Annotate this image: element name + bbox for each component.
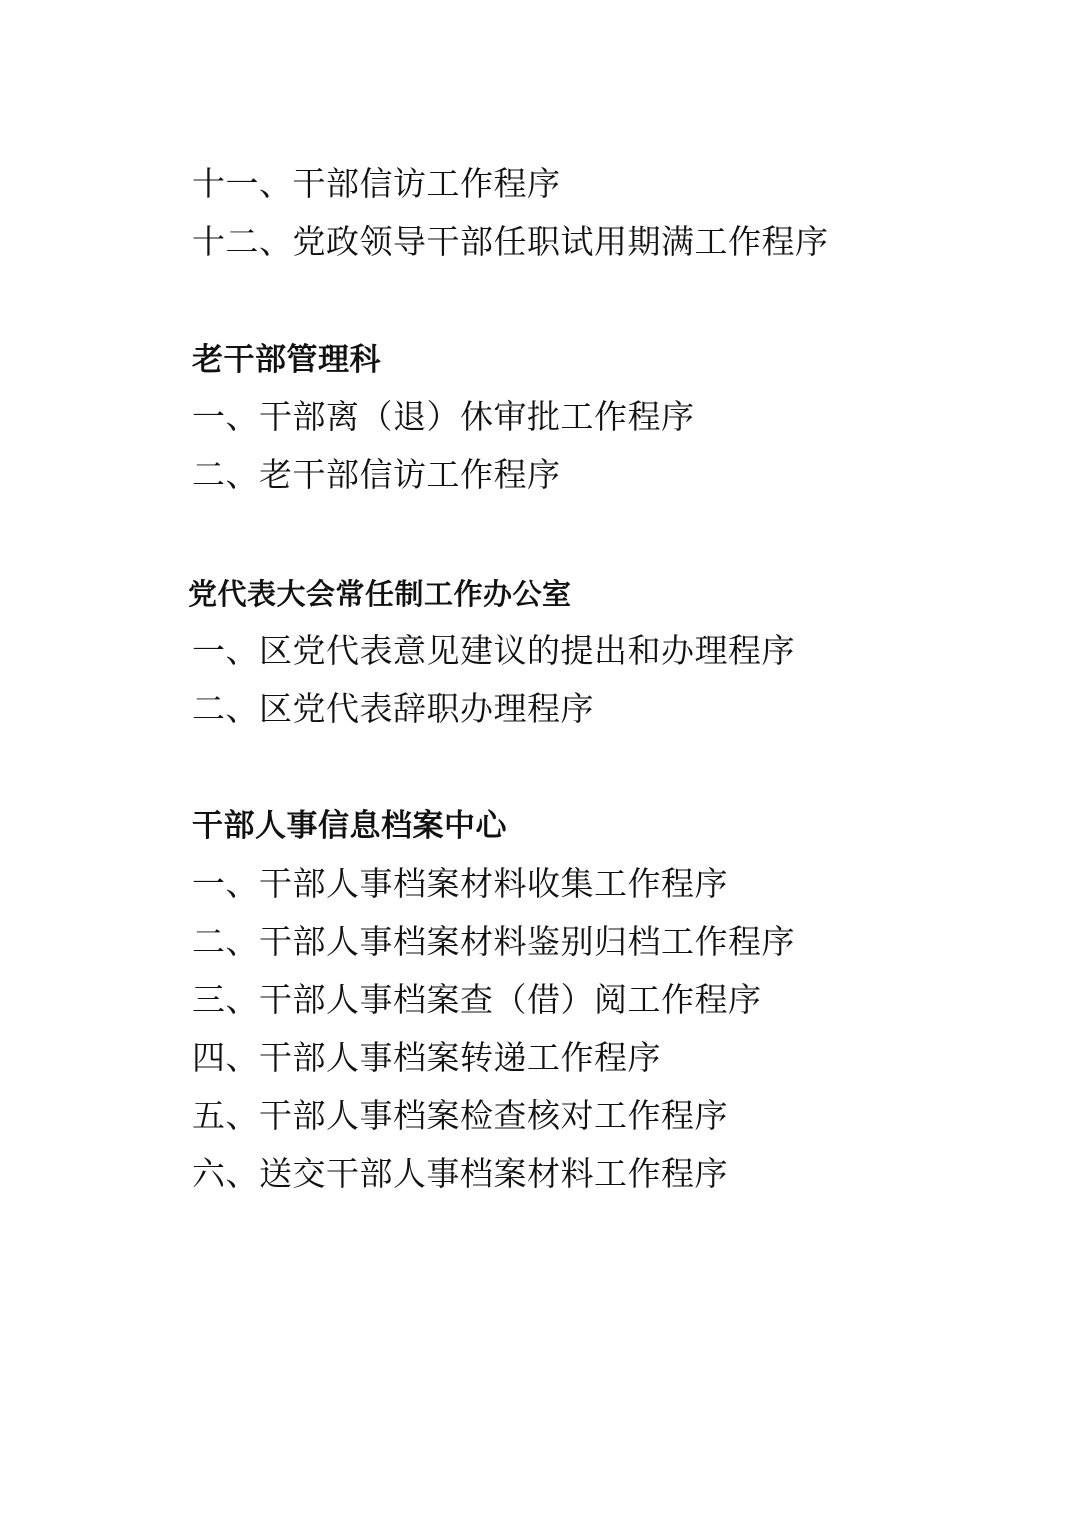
list-item: 二、干部人事档案材料鉴别归档工作程序: [192, 922, 795, 961]
section-heading: 老干部管理科: [192, 342, 381, 378]
section-heading: 干部人事信息档案中心: [192, 808, 507, 844]
list-item: 三、干部人事档案查（借）阅工作程序: [192, 980, 762, 1019]
list-item: 一、干部人事档案材料收集工作程序: [192, 864, 728, 903]
list-item: 十一、干部信访工作程序: [192, 164, 561, 203]
section-heading: 党代表大会常任制工作办公室: [188, 577, 572, 611]
list-item: 一、干部离（退）休审批工作程序: [192, 397, 695, 436]
list-item: 六、送交干部人事档案材料工作程序: [192, 1154, 728, 1193]
list-item: 二、老干部信访工作程序: [192, 455, 561, 494]
list-item: 四、干部人事档案转递工作程序: [192, 1038, 661, 1077]
list-item: 一、区党代表意见建议的提出和办理程序: [192, 631, 795, 670]
list-item: 二、区党代表辞职办理程序: [192, 689, 594, 728]
list-item: 五、干部人事档案检查核对工作程序: [192, 1096, 728, 1135]
list-item: 十二、党政领导干部任职试用期满工作程序: [192, 222, 829, 261]
